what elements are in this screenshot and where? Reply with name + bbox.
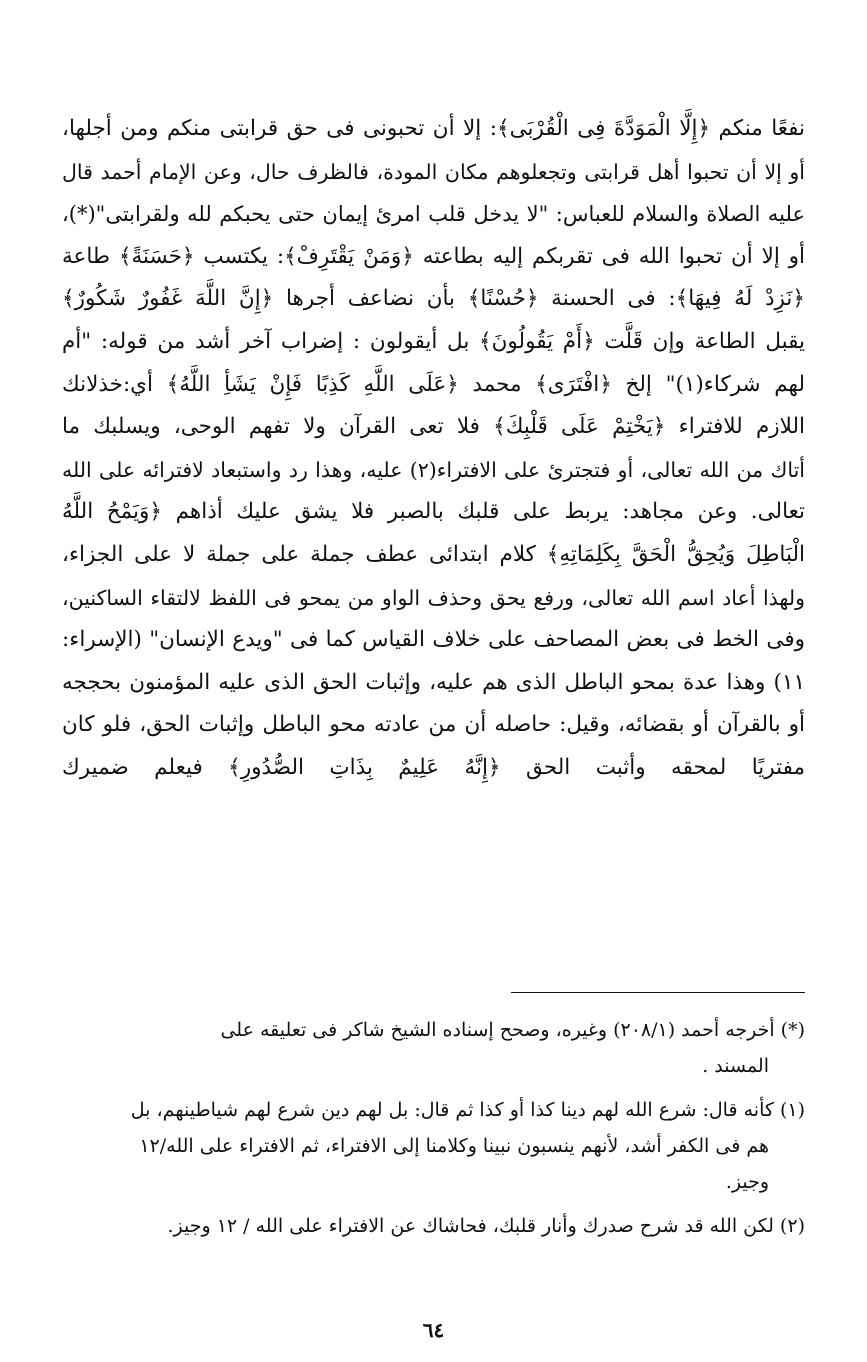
footnote-line: (*) أخرجه أحمد (٢٠٨/١) وغيره، وصحح إسناده الشيخ شاكر فى تعليقه على bbox=[220, 1019, 805, 1041]
text-line: ﴿نَزِدْ لَهُ فِيهَا﴾: فى الحسنة ﴿حُسْنًا﴾ بأن نضاعف أجرها ﴿إِنَّ اللَّهَ غَفُورٌ شَكُورٌ﴾ bbox=[62, 286, 805, 312]
text-line: وفى الخط فى بعض المصاحف على خلاف القياس كما فى "ويدع الإنسان" (الإسراء: bbox=[62, 627, 805, 653]
page-number: ٦٤ bbox=[422, 1318, 445, 1342]
footnote-separator bbox=[511, 992, 805, 993]
text-line: ولهذا أعاد اسم الله تعالى، ورفع يحق وحذف الواو من يمحو فى اللفظ لالتقاء الساكنين، bbox=[62, 585, 805, 610]
footnote-2 bbox=[62, 1208, 805, 1244]
text-line: أو إلا أن تحبوا أهل قرابتى وتجعلوهم مكان المودة، فالظرف حال، وعن الإمام أحمد قال bbox=[62, 159, 805, 184]
text-line: لهم شركاء(١)" إلخ ﴿افْتَرَى﴾ محمد ﴿عَلَى اللَّهِ كَذِبًا فَإِنْ يَشَأِ اللَّهُ﴾ أي:خذلانك bbox=[62, 371, 805, 397]
text-line: أتاك من الله تعالى، أو فتجترئ على الافتراء(٢) عليه، وهذا رد واستبعاد لافترائه على الله bbox=[62, 457, 805, 482]
footnote-line: وجيز. bbox=[725, 1171, 769, 1193]
footnote-line: (٢) لكن الله قد شرح صدرك وأنار قلبك، فحاشاك عن الافتراء على الله / ١٢ وجيز. bbox=[167, 1215, 805, 1237]
footnote-line: المسند . bbox=[702, 1055, 769, 1077]
footnote-line: (١) كأنه قال: شرع الله لهم دينا كذا أو كذا ثم قال: بل لهم دين شرع لهم شياطينهم، بل bbox=[130, 1099, 805, 1121]
text-line: يقبل الطاعة وإن قَلَّت ﴿أَمْ يَقُولُونَ﴾ بل أيقولون : إضراب آخر أشد من قوله: "أم bbox=[62, 328, 805, 354]
main-text bbox=[62, 108, 805, 790]
footnote-star bbox=[62, 1012, 805, 1084]
text-line: اللازم للافتراء ﴿يَخْتِمْ عَلَى قَلْبِكَ﴾ فلا تعى القرآن ولا تفهم الوحى، ويسلبك ما bbox=[62, 414, 805, 440]
text-line: أو إلا أن تحبوا الله فى تقربكم إليه بطاعته ﴿وَمَنْ يَقْتَرِفْ﴾: يكتسب ﴿حَسَنَةً﴾ طاعة bbox=[62, 243, 805, 269]
footnotes bbox=[62, 1012, 805, 1252]
text-line: عليه الصلاة والسلام للعباس: "لا يدخل قلب امرئ إيمان حتى يحبكم لله ولقرابتى"(*)، bbox=[62, 202, 805, 227]
text-line: تعالى. وعن مجاهد: يربط على قلبك بالصبر فلا يشق عليك أذاهم ﴿وَيَمْحُ اللَّهُ bbox=[62, 499, 805, 525]
text-line: ١١) وهذا عدة بمحو الباطل الذى هم عليه، وإثبات الحق الذى عليه المؤمنون بحججه bbox=[62, 669, 805, 695]
footnote-line: هم فى الكفر أشد، لأنهم ينسبون نبينا وكلامنا إلى الافتراء، ثم الافتراء على الله/١٢ bbox=[139, 1135, 769, 1157]
text-line: الْبَاطِلَ وَيُحِقُّ الْحَقَّ بِكَلِمَاتِهِ﴾ كلام ابتدائى عطف جملة على جملة لا على الجزاء، bbox=[62, 541, 805, 567]
text-line: أو بالقرآن أو بقضائه، وقيل: حاصله أن من عادته محو الباطل وإثبات الحق، فلو كان bbox=[62, 712, 805, 738]
text-line: مفتريًا لمحقه وأثبت الحق ﴿إِنَّهُ عَلِيمٌ بِذَاتِ الصُّدُورِ﴾ فيعلم ضميرك bbox=[62, 754, 805, 780]
footnote-1 bbox=[62, 1092, 805, 1200]
text-line: نفعًا منكم ﴿إِلَّا الْمَوَدَّةَ فِى الْقُرْبَى﴾: إلا أن تحبونى فى حق قرابتى منكم ومن أجلها، bbox=[62, 116, 805, 141]
